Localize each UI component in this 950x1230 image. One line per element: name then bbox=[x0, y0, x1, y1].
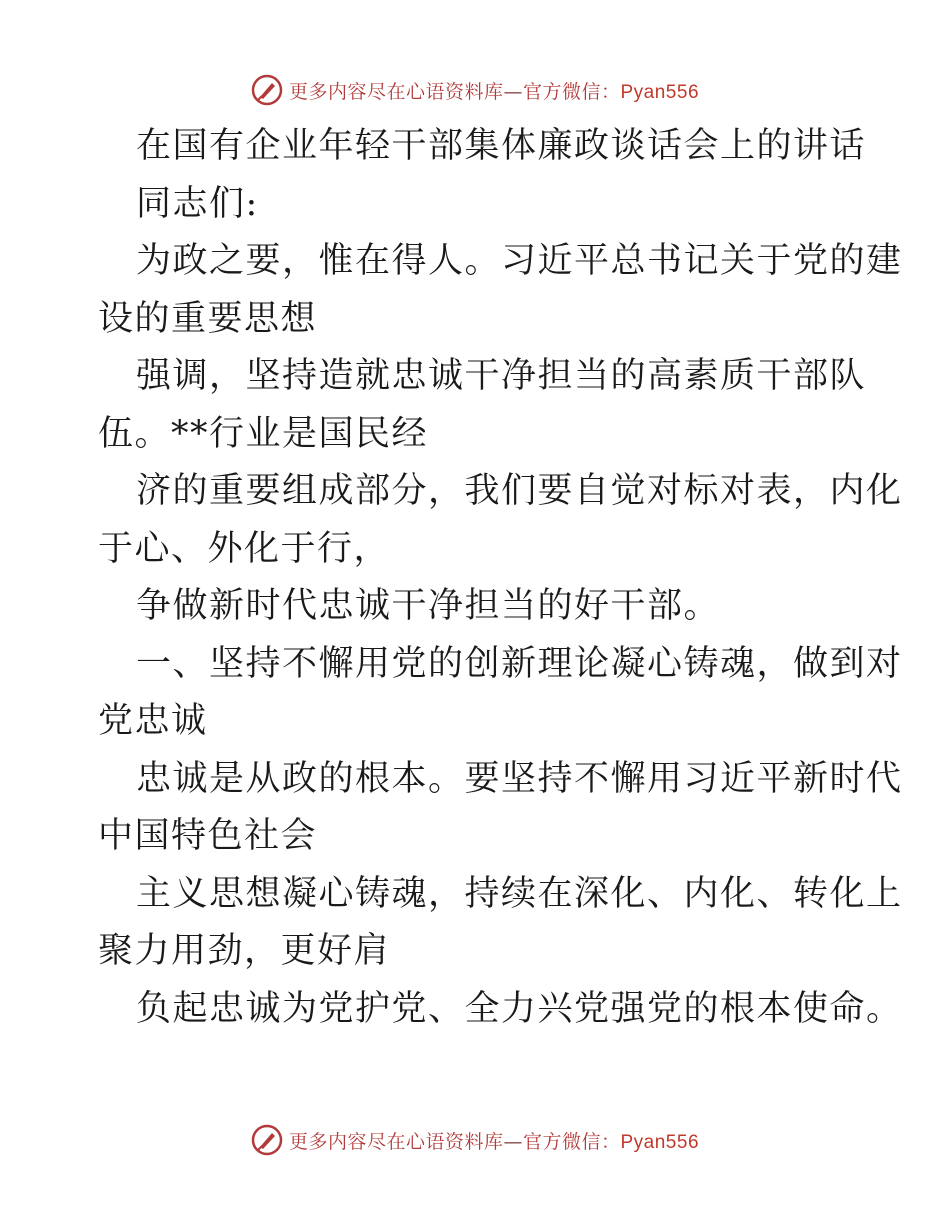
paragraph-line: 于心、外化于行， bbox=[98, 528, 391, 569]
paragraph-line: 强调，坚持造就忠诚干净担当的高素质干部队 bbox=[136, 356, 867, 396]
brush-logo-icon bbox=[251, 74, 283, 106]
watermark-text: 更多内容尽在心语资料库—官方微信：Pyan556 bbox=[288, 80, 700, 103]
paragraph-line: 济的重要组成部分，我们要自觉对标对表，内化 bbox=[136, 471, 903, 511]
document-body bbox=[98, 118, 903, 1038]
header-watermark bbox=[0, 70, 950, 110]
paragraph-line: 伍。**行业是国民经 bbox=[98, 413, 429, 454]
salutation: 同志们: bbox=[136, 183, 259, 224]
paragraph-line: 主义思想凝心铸魂，持续在深化、内化、转化上 bbox=[136, 873, 903, 914]
paragraph-line: 中国特色社会 bbox=[98, 816, 318, 856]
section-heading: 一、坚持不懈用党的创新理论凝心铸魂，做到对 bbox=[136, 643, 903, 684]
paragraph-line: 争做新时代忠诚干净担当的好干部。 bbox=[136, 586, 721, 626]
document-title: 在国有企业年轻干部集体廉政谈话会上的讲话 bbox=[136, 126, 867, 166]
paragraph-line: 忠诚是从政的根本。要坚持不懈用习近平新时代 bbox=[136, 758, 903, 799]
footer-watermark bbox=[0, 1120, 950, 1160]
paragraph-line: 聚力用劲，更好肩 bbox=[98, 931, 391, 971]
section-heading-continued: 党忠诚 bbox=[98, 701, 208, 741]
watermark-text: 更多内容尽在心语资料库—官方微信：Pyan556 bbox=[288, 1130, 700, 1153]
paragraph-line: 为政之要，惟在得人。习近平总书记关于党的建 bbox=[136, 241, 903, 281]
paragraph-line: 设的重要思想 bbox=[98, 298, 318, 339]
brush-logo-icon bbox=[251, 1124, 283, 1156]
paragraph-line: 负起忠诚为党护党、全力兴党强党的根本使命。 bbox=[136, 988, 903, 1029]
